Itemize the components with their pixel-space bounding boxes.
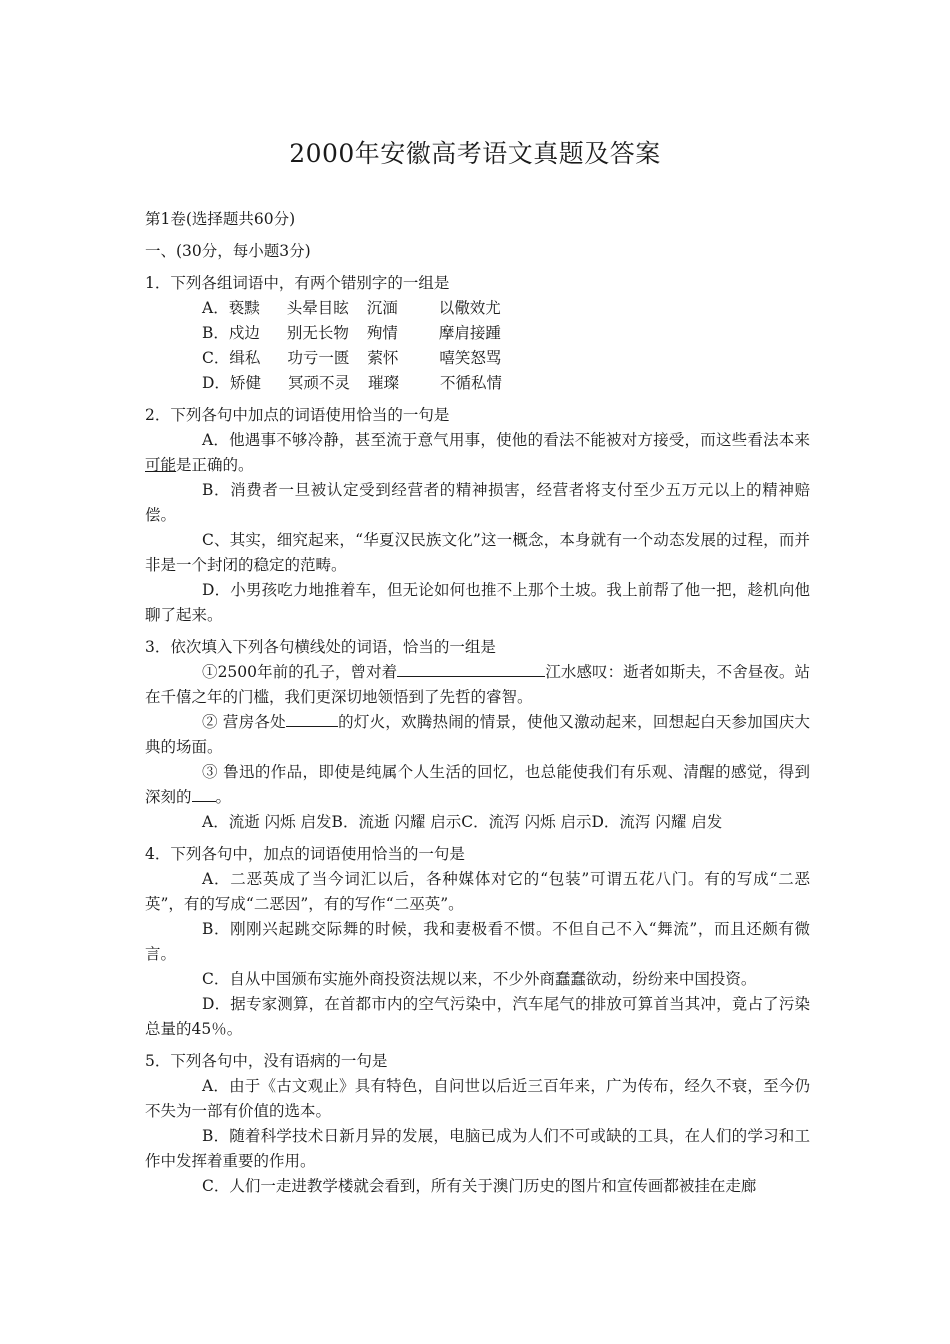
word: 头晕目眩 bbox=[286, 299, 349, 317]
word: 不循私情 bbox=[439, 374, 502, 392]
question-stem: 5．下列各句中，没有语病的一句是 bbox=[145, 1052, 388, 1070]
question-3 bbox=[145, 635, 810, 835]
exam-body bbox=[145, 207, 810, 1199]
option-d: D．小男孩吃力地推着车，但无论如何也推不上那个土坡。我上前帮了他一把，趁机向他聊了起来。 bbox=[145, 581, 810, 624]
option-d: D．据专家测算，在首都市内的空气污染中，汽车尾气的排放可算首当其冲，竟占了污染总量的45％。 bbox=[145, 995, 810, 1038]
word: 璀璨 bbox=[367, 374, 399, 392]
sentence-text: ② 营房各处 bbox=[202, 713, 286, 731]
sentence-text: ①2500年前的孔子，曾对着 bbox=[202, 663, 398, 681]
word: 嘻笑怒骂 bbox=[439, 349, 502, 367]
marked-word: 可能 bbox=[145, 456, 177, 474]
fill-blank bbox=[397, 660, 545, 677]
option-b bbox=[145, 321, 810, 346]
option-text: 是正确的。 bbox=[176, 456, 254, 474]
word: 别无长物 bbox=[286, 324, 349, 342]
sentence-text: ③ 鲁迅的作品，即使是纯属个人生活的回忆，也总能使我们有乐观、清醒的感觉，得到深刻的 bbox=[145, 763, 810, 806]
option-a: A．二恶英成了当今词汇以后，各种媒体对它的“包装”可谓五花八门。有的写成“二恶英”，有的写成“二恶因”，有的写作“二巫英”。 bbox=[145, 870, 810, 913]
question-stem: 1．下列各组词语中，有两个错别字的一组是 bbox=[145, 274, 450, 292]
word: 戍边 bbox=[228, 324, 260, 342]
word: 矫健 bbox=[229, 374, 261, 392]
fill-blank bbox=[286, 710, 338, 727]
sentence-2 bbox=[145, 710, 810, 760]
option-c: C．自从中国颁布实施外商投资法规以来，不少外商蠢蠢欲动，纷纷来中国投资。 bbox=[202, 970, 757, 988]
option-a bbox=[145, 428, 810, 478]
question-1 bbox=[145, 271, 810, 396]
sentence-text: 。 bbox=[215, 788, 232, 806]
question-4 bbox=[145, 842, 810, 1042]
fill-blank bbox=[192, 785, 216, 802]
option-b: B．消费者一旦被认定受到经营者的精神损害，经营者将支付至少五万元以上的精神赔偿。 bbox=[145, 481, 810, 524]
answer-options: A．流逝 闪烁 启发B．流逝 闪耀 启示C．流泻 闪烁 启示D．流泻 闪耀 启发 bbox=[202, 813, 723, 831]
word: 功亏一匮 bbox=[287, 349, 350, 367]
option-d bbox=[145, 371, 810, 396]
word: 冥顽不灵 bbox=[287, 374, 350, 392]
question-stem: 4．下列各句中，加点的词语使用恰当的一句是 bbox=[145, 845, 465, 863]
sentence-3 bbox=[145, 760, 810, 810]
option-label: B． bbox=[202, 324, 229, 342]
option-c: C、其实，细究起来，“华夏汉民族文化”这一概念，本身就有一个动态发展的过程，而并非是一个封闭的稳定的范畴。 bbox=[145, 531, 810, 574]
page-title: 2000年安徽高考语文真题及答案 bbox=[289, 139, 661, 168]
section-heading: 第1卷(选择题共60分) bbox=[145, 210, 296, 228]
option-label: A． bbox=[202, 299, 229, 317]
question-stem: 3．依次填入下列各句横线处的词语，恰当的一组是 bbox=[145, 638, 496, 656]
option-label: D． bbox=[202, 374, 230, 392]
sentence-text: 的灯火，欢腾热闹的情景，使他又激动起来，回想起白天参加国庆大典的场面。 bbox=[145, 713, 810, 756]
option-c: C．人们一走进教学楼就会看到，所有关于澳门历史的图片和宣传画都被挂在走廊 bbox=[202, 1177, 757, 1195]
word: 沉湎 bbox=[366, 299, 398, 317]
option-c bbox=[145, 346, 810, 371]
word: 亵黩 bbox=[228, 299, 260, 317]
word: 缉私 bbox=[229, 349, 261, 367]
word: 以儆效尤 bbox=[438, 299, 501, 317]
option-b: B．随着科学技术日新月异的发展，电脑已成为人们不可或缺的工具，在人们的学习和工作中发挥着重要的作用。 bbox=[145, 1127, 810, 1170]
option-text: A．他遇事不够冷静，甚至流于意气用事，使他的看法不能被对方接受，而这些看法本来 bbox=[202, 431, 810, 449]
option-a bbox=[145, 296, 810, 321]
question-stem: 2．下列各句中加点的词语使用恰当的一句是 bbox=[145, 406, 450, 424]
sentence-text: 江水感叹：逝者如斯夫，不舍昼夜。站在千僖之年的门槛，我们更深切地领悟到了先哲的睿智。 bbox=[145, 663, 810, 706]
word: 摩肩接踵 bbox=[438, 324, 501, 342]
option-a: A．由于《古文观止》具有特色，自问世以后近三百年来，广为传布，经久不衰，至今仍不失为一部有价值的选本。 bbox=[145, 1077, 810, 1120]
question-2 bbox=[145, 403, 810, 628]
question-5 bbox=[145, 1049, 810, 1199]
option-label: C． bbox=[202, 349, 230, 367]
option-b: B．刚刚兴起跳交际舞的时候，我和妻极看不惯。不但自己不入“舞流”，而且还颇有微言。 bbox=[145, 920, 810, 963]
part-heading: 一、(30分，每小题3分) bbox=[145, 242, 311, 260]
word: 萦怀 bbox=[367, 349, 399, 367]
sentence-1 bbox=[145, 660, 810, 710]
word: 殉情 bbox=[366, 324, 398, 342]
